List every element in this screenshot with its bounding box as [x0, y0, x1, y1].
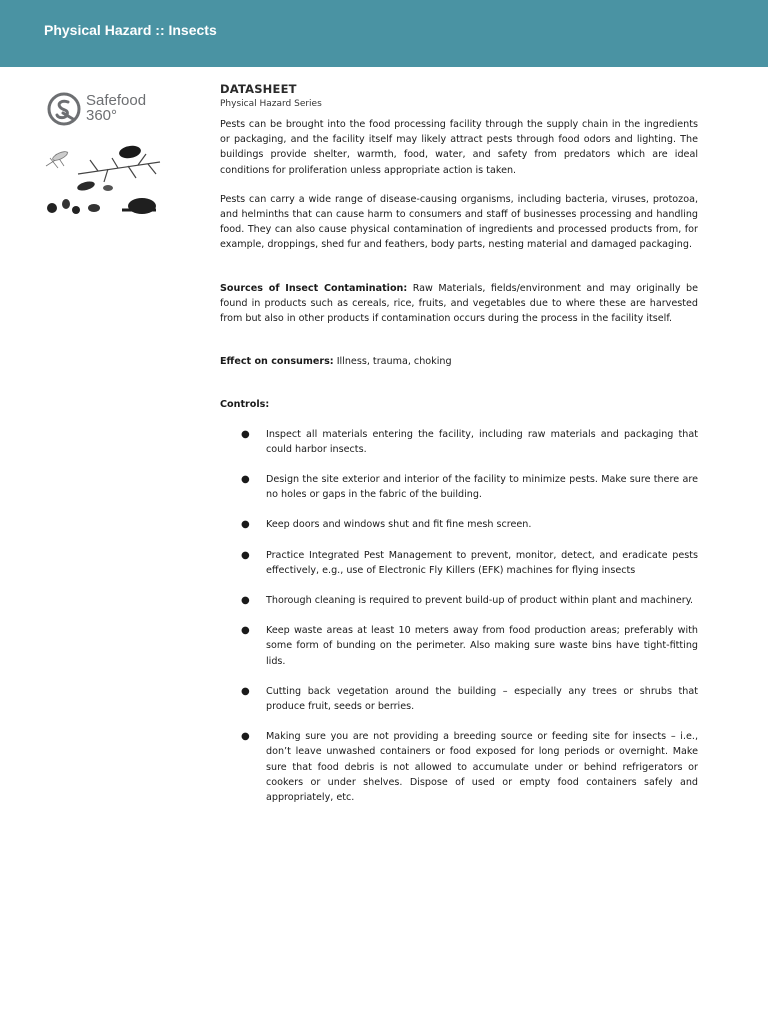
control-text: Keep waste areas at least 10 meters away from food production areas; preferably with some form of bunding on the perimeter. Also making sure waste bins have tight-fitting lids. [266, 625, 698, 667]
insects-illustration-icon [38, 138, 164, 220]
control-text: Design the site exterior and interior of the facility to minimize pests. Make sure there are no holes or gaps in the fabric of the building. [266, 474, 698, 501]
list-item [220, 427, 698, 457]
sources-text: Raw Materials, fields/environment and may originally be found in products such as cereals, rice, fruits, and vegetables due to where these are harvested from but also in other products if contamination occurs during the process in the facility itself. [220, 282, 698, 325]
sources-paragraph [220, 281, 698, 327]
datasheet-subtitle: Physical Hazard Series [220, 99, 322, 109]
control-text: Practice Integrated Pest Management to prevent, monitor, detect, and eradicate pests effectively, e.g., use of Electronic Fly Killers (EFK) machines for flying insects [266, 549, 698, 576]
controls-list [220, 427, 698, 806]
intro-paragraph: Pests can be brought into the food processing facility through the supply chain in the ingredients or packaging, and the facility itself may likely attract pests through food odors and lighting. The buildings provide shelter, warmth, food, water, and safety from predators which are ideal conditions for proliferation unless appropriate action is taken. [220, 119, 698, 176]
page-header [0, 0, 768, 67]
effect-label: Effect on consumers: [220, 356, 334, 368]
list-item [220, 593, 698, 608]
bullet-icon: ● [241, 428, 250, 440]
page-title: Physical Hazard :: Insects [44, 22, 217, 38]
bullet-icon: ● [241, 685, 250, 697]
control-text: Cutting back vegetation around the building – especially any trees or shrubs that produce fruit, seeds or berries. [266, 685, 698, 713]
control-text: Making sure you are not providing a breeding source or feeding site for insects – i.e., don’t leave unwashed containers or food exposed for long periods or overnight. Make sure that food debris is not allowed to accumulate under or behind refrigerators or cookers or under shelves. Dispose of used or empty food containers safely and appropriately, etc. [266, 731, 698, 804]
bullet-icon: ● [241, 625, 250, 637]
bullet-icon: ● [241, 731, 250, 743]
controls-label: Controls: [220, 399, 270, 411]
safefood-logo-icon [46, 91, 82, 127]
safefood-logo [46, 91, 166, 129]
disease-paragraph: Pests can carry a wide range of disease-causing organisms, including bacteria, viruses, protozoa, and helminths that can cause harm to consumers and staff of businesses processing and handling food. They can also cause physical contamination of ingredients and processed products from, for example, droppings, shed fur and feathers, body parts, nesting material and damaged packaging. [220, 193, 698, 251]
datasheet-title: DATASHEET [220, 82, 297, 96]
effect-text: Illness, trauma, choking [333, 356, 452, 368]
list-item [220, 517, 698, 532]
control-text: Keep doors and windows shut and fit fine mesh screen. [266, 519, 532, 531]
bullet-icon: ● [241, 549, 250, 561]
logo-line-2: 360° [86, 107, 118, 124]
list-item [220, 729, 698, 805]
datasheet-content [220, 82, 698, 820]
control-text: Inspect all materials entering the facility, including raw materials and packaging that could harbor insects. [266, 428, 698, 455]
sources-label: Sources of Insect Contamination: [220, 282, 408, 294]
logo-line-1: Safefood [86, 92, 147, 109]
list-item [220, 623, 698, 669]
bullet-icon: ● [241, 474, 250, 486]
bullet-icon: ● [241, 595, 250, 607]
controls-heading [220, 397, 698, 412]
list-item [220, 472, 698, 502]
bullet-icon: ● [241, 519, 250, 531]
list-item [220, 684, 698, 714]
list-item [220, 548, 698, 578]
effect-paragraph [220, 354, 698, 369]
logo-text [86, 93, 146, 123]
control-text: Thorough cleaning is required to prevent build-up of product within plant and machinery. [266, 595, 694, 607]
